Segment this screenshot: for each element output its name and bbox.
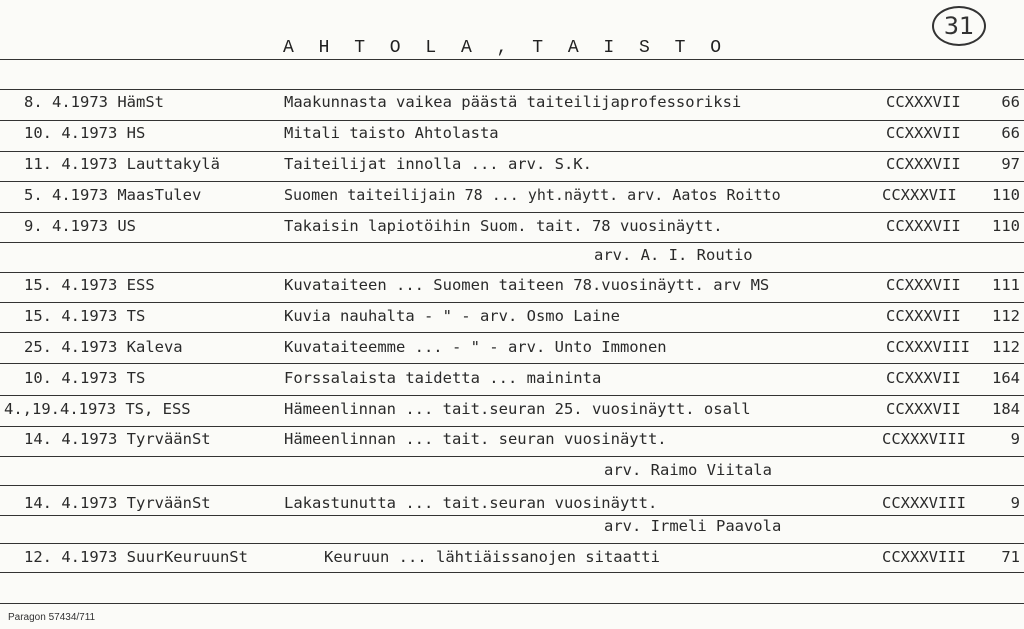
clipping-entry bbox=[0, 548, 1024, 572]
clipping-entry bbox=[0, 400, 1024, 424]
ruled-line bbox=[0, 543, 1024, 544]
entry-volume: CCXXXVII bbox=[886, 124, 961, 142]
entry-volume: CCXXXVII bbox=[886, 155, 961, 173]
entry-page: 164 bbox=[992, 369, 1020, 387]
entry-volume: CCXXXVII bbox=[882, 186, 957, 204]
clipping-entry bbox=[0, 124, 1024, 148]
clipping-entry bbox=[0, 430, 1024, 454]
entry-date-source: 10. 4.1973 TS bbox=[24, 369, 146, 387]
ruled-line bbox=[0, 485, 1024, 486]
entry-date-source: 14. 4.1973 TyrväänSt bbox=[24, 430, 211, 448]
entry-page: 66 bbox=[1001, 124, 1020, 142]
entry-page: 110 bbox=[992, 217, 1020, 235]
entry-title: Kuvia nauhalta - " - arv. Osmo Laine bbox=[284, 307, 620, 325]
entry-page: 111 bbox=[992, 276, 1020, 294]
entry-date-source: 12. 4.1973 SuurKeuruunSt bbox=[24, 548, 248, 566]
entry-page: 110 bbox=[992, 186, 1020, 204]
ruled-line bbox=[0, 456, 1024, 457]
ruled-line bbox=[0, 332, 1024, 333]
clipping-entry bbox=[0, 155, 1024, 179]
clipping-entry bbox=[0, 217, 1024, 241]
clipping-entry bbox=[0, 276, 1024, 300]
page-number-circle: 31 bbox=[932, 6, 986, 46]
entry-title: Mitali taisto Ahtolasta bbox=[284, 124, 499, 142]
entry-volume: CCXXXVIII bbox=[882, 494, 966, 512]
entry-volume: CCXXXVII bbox=[886, 93, 961, 111]
entry-title: Taiteilijat innolla ... arv. S.K. bbox=[284, 155, 592, 173]
clipping-entry-continuation bbox=[0, 246, 1024, 270]
entry-title: Hämeenlinnan ... tait.seuran 25. vuosinäytt. osall bbox=[284, 400, 751, 418]
entry-date-source: 5. 4.1973 MaasTulev bbox=[24, 186, 202, 204]
ruled-line bbox=[0, 59, 1024, 60]
clipping-entry bbox=[0, 369, 1024, 393]
clipping-entry bbox=[0, 338, 1024, 362]
entry-volume: CCXXXVII bbox=[886, 369, 961, 387]
entry-date-source: 9. 4.1973 US bbox=[24, 217, 136, 235]
entry-title: Keuruun ... lähtiäissanojen sitaatti bbox=[324, 548, 660, 566]
entry-reviewer: arv. Irmeli Paavola bbox=[604, 517, 782, 535]
entry-page: 66 bbox=[1001, 93, 1020, 111]
card-title: A H T O L A , T A I S T O bbox=[283, 38, 729, 58]
ruled-line bbox=[0, 395, 1024, 396]
entry-reviewer: arv. Raimo Viitala bbox=[604, 461, 772, 479]
ruled-line bbox=[0, 302, 1024, 303]
entry-page: 9 bbox=[1010, 430, 1020, 448]
entry-date-source: 8. 4.1973 HämSt bbox=[24, 93, 164, 111]
clipping-entry-continuation bbox=[0, 517, 1024, 541]
entry-page: 71 bbox=[1001, 548, 1020, 566]
entry-title: Kuvataiteen ... Suomen taiteen 78.vuosinäytt. arv MS bbox=[284, 276, 770, 294]
entry-date-source: 11. 4.1973 Lauttakylä bbox=[24, 155, 220, 173]
entry-title: Hämeenlinnan ... tait. seuran vuosinäytt. bbox=[284, 430, 667, 448]
ruled-line bbox=[0, 426, 1024, 427]
entry-volume: CCXXXVIII bbox=[882, 548, 966, 566]
entry-date-source: 4.,19.4.1973 TS, ESS bbox=[4, 400, 191, 418]
clipping-entry-continuation bbox=[0, 461, 1024, 485]
ruled-line bbox=[0, 120, 1024, 121]
ruled-line bbox=[0, 151, 1024, 152]
ruled-line bbox=[0, 89, 1024, 90]
entry-title: Takaisin lapiotöihin Suom. tait. 78 vuosinäytt. bbox=[284, 217, 723, 235]
entry-date-source: 25. 4.1973 Kaleva bbox=[24, 338, 183, 356]
ruled-line bbox=[0, 572, 1024, 573]
entry-page: 112 bbox=[992, 338, 1020, 356]
entry-volume: CCXXXVII bbox=[886, 276, 961, 294]
entry-title: Forssalaista taidetta ... maininta bbox=[284, 369, 602, 387]
ruled-line bbox=[0, 181, 1024, 182]
ruled-line bbox=[0, 603, 1024, 604]
entry-title: Kuvataiteemme ... - " - arv. Unto Immonen bbox=[284, 338, 667, 356]
clipping-entry bbox=[0, 186, 1024, 210]
ruled-line bbox=[0, 242, 1024, 243]
entry-page: 9 bbox=[1010, 494, 1020, 512]
entry-date-source: 15. 4.1973 ESS bbox=[24, 276, 155, 294]
entry-reviewer: arv. A. I. Routio bbox=[594, 246, 753, 264]
clipping-entry bbox=[0, 93, 1024, 117]
entry-date-source: 14. 4.1973 TyrväänSt bbox=[24, 494, 211, 512]
entry-page: 97 bbox=[1001, 155, 1020, 173]
entry-title: Suomen taiteilijain 78 ... yht.näytt. arv. Aatos Roitto bbox=[284, 186, 781, 204]
entry-volume: CCXXXVIII bbox=[882, 430, 966, 448]
entry-volume: CCXXXVII bbox=[886, 400, 961, 418]
entry-page: 184 bbox=[992, 400, 1020, 418]
entry-page: 112 bbox=[992, 307, 1020, 325]
entry-title: Lakastunutta ... tait.seuran vuosinäytt. bbox=[284, 494, 658, 512]
print-code: Paragon 57434/711 bbox=[8, 612, 96, 623]
ruled-line bbox=[0, 212, 1024, 213]
ruled-line bbox=[0, 272, 1024, 273]
entry-title: Maakunnasta vaikea päästä taiteilijaprofessoriksi bbox=[284, 93, 742, 111]
ruled-line bbox=[0, 363, 1024, 364]
clipping-entry bbox=[0, 307, 1024, 331]
entry-date-source: 10. 4.1973 HS bbox=[24, 124, 146, 142]
clipping-entry bbox=[0, 494, 1024, 518]
entry-date-source: 15. 4.1973 TS bbox=[24, 307, 146, 325]
entry-volume: CCXXXVIII bbox=[886, 338, 970, 356]
entry-volume: CCXXXVII bbox=[886, 307, 961, 325]
entry-volume: CCXXXVII bbox=[886, 217, 961, 235]
